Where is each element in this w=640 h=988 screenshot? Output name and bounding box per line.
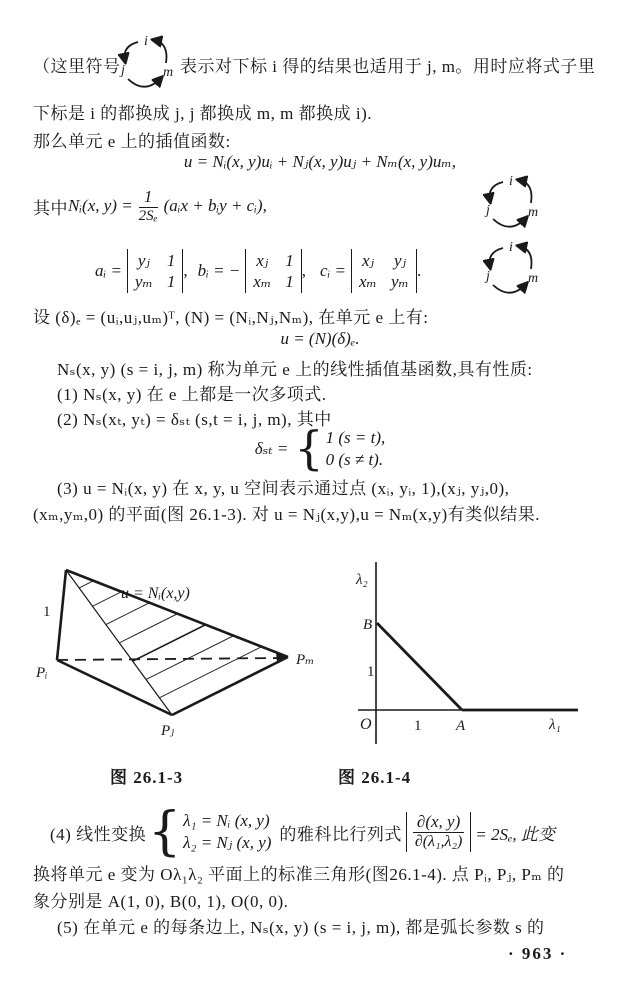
det-period: . bbox=[416, 261, 422, 280]
y-tick-1: 1 bbox=[367, 664, 375, 680]
arrow-j-to-m bbox=[128, 78, 161, 87]
det-b-cell: 1 bbox=[285, 250, 294, 270]
det-c-cell: yⱼ bbox=[393, 250, 406, 270]
cycle-label-i: i bbox=[509, 240, 513, 255]
det-a-cell: yⱼ bbox=[137, 250, 150, 270]
arrow-j-to-m bbox=[493, 284, 526, 293]
hypotenuse-ba bbox=[377, 623, 462, 710]
det-a-cell: 1 bbox=[166, 271, 176, 291]
delta-case-2: 0 (s ≠ t). bbox=[325, 450, 384, 469]
item-4-row bbox=[50, 803, 555, 861]
cycle-label-j: j bbox=[121, 63, 125, 78]
basis-functions-intro: Nₛ(x, y) (s = i, j, m) 称为单元 e 上的线性插值基函数,具有性质: bbox=[57, 360, 533, 379]
height-edge bbox=[57, 570, 66, 660]
jacobian-numerator: ∂(x, y) bbox=[413, 813, 464, 833]
det-a-cell: 1 bbox=[166, 250, 176, 270]
det-a-lhs: aᵢ = bbox=[95, 261, 122, 280]
ni-definition-row bbox=[33, 184, 267, 228]
property-3-line2: (xₘ,yₘ,0) 的平面(图 26.1-3). 对 u = Nⱼ(x,y),u = Nₘ(x,y)有类似结果. bbox=[33, 505, 540, 524]
jacobian-rhs: = 2Sₑ, 此变 bbox=[475, 824, 555, 844]
cycle-label-m: m bbox=[163, 65, 174, 80]
item-4-line2: 换将单元 e 变为 Oλ₁λ₂ 平面上的标准三角形(图26.1-4). 点 Pᵢ, Pⱼ, Pₘ 的 bbox=[33, 865, 565, 884]
jacobian-fraction bbox=[413, 813, 464, 851]
det-c-cell: xⱼ bbox=[361, 250, 375, 270]
det-b-cell: xₘ bbox=[253, 271, 272, 291]
det-c-matrix bbox=[351, 249, 417, 294]
vertex-pi-label: Pᵢ bbox=[36, 665, 48, 681]
lambda1-axis-label: λ₁ bbox=[549, 717, 561, 733]
ni-prefix: 其中 bbox=[33, 198, 68, 218]
cyclic-subscript-symbol bbox=[483, 238, 539, 298]
point-b-label: B bbox=[363, 617, 373, 633]
interpolation-formula: u = Nᵢ(x, y)uᵢ + Nⱼ(x, y)uⱼ + Nₘ(x, y)uₘ, bbox=[183, 152, 457, 171]
surface-equation-label: u = Nᵢ(x,y) bbox=[121, 585, 190, 602]
cycle-label-j: j bbox=[486, 203, 490, 218]
x-tick-1: 1 bbox=[414, 718, 422, 734]
vertex-pm-label: Pₘ bbox=[296, 652, 315, 668]
jacobian-text: 的雅科比行列式 bbox=[279, 824, 402, 844]
fraction-denominator: 2Sₑ bbox=[138, 207, 158, 224]
figure-26-1-4 bbox=[350, 552, 595, 757]
det-a-matrix bbox=[127, 249, 183, 294]
arrow-i-to-j bbox=[490, 248, 503, 267]
kronecker-delta-definition bbox=[0, 421, 640, 476]
jacobian-denominator: ∂(λ₁,λ₂) bbox=[414, 833, 463, 851]
arrow-m-to-i bbox=[519, 180, 532, 203]
det-separator: , bbox=[183, 261, 188, 280]
det-a-cell: yₘ bbox=[134, 271, 153, 291]
det-c-lhs: cᵢ = bbox=[320, 261, 346, 280]
case-brace: { bbox=[294, 421, 324, 476]
delta-vector-line: 设 (δ)ₑ = (uᵢ,uⱼ,uₘ)ᵀ, (N) = (Nᵢ,Nⱼ,Nₘ), 在单元 e 上有: bbox=[33, 308, 429, 327]
det-b-matrix bbox=[245, 249, 301, 294]
lambda2-axis-label: λ₂ bbox=[356, 572, 368, 588]
arrow-m-to-i bbox=[154, 40, 167, 63]
cycle-label-i: i bbox=[509, 174, 513, 189]
para2-line: 那么单元 e 上的插值函数: bbox=[33, 132, 231, 151]
edge-pi-pj bbox=[57, 660, 172, 715]
det-c-cell: yₘ bbox=[390, 271, 409, 291]
cyclic-subscript-symbol bbox=[118, 32, 174, 92]
delta-cases bbox=[326, 427, 386, 471]
det-b-cell: 1 bbox=[285, 271, 294, 291]
arrow-m-to-i bbox=[519, 246, 532, 269]
para1-text: 表示对下标 i 得的结果也适用于 j, m。用时应将式子里 bbox=[180, 57, 596, 76]
system-eq-2: λ₂ = Nⱼ (x, y) bbox=[183, 833, 272, 852]
u-matrix-formula: u = (N)(δ)ₑ. bbox=[280, 329, 360, 348]
page-number: · 963 · bbox=[508, 944, 568, 963]
para1-line2: 下标是 i 的都换成 j, j 都换成 m, m 都换成 i). bbox=[33, 104, 372, 123]
item-5-line: (5) 在单元 e 的每条边上, Nₛ(x, y) (s = i, j, m), 都是弧长参数 s 的 bbox=[57, 918, 545, 937]
item-4-label: (4) 线性变换 bbox=[50, 824, 147, 844]
vertex-pj-label: Pⱼ bbox=[161, 723, 175, 739]
ni-lhs: Nᵢ(x, y) = bbox=[68, 196, 133, 215]
det-b-cell: xⱼ bbox=[256, 250, 269, 270]
det-c-cell: xₘ bbox=[359, 271, 377, 291]
cycle-label-j: j bbox=[486, 269, 490, 284]
figure-3-caption: 图 26.1-3 bbox=[110, 768, 184, 787]
det-separator: , bbox=[301, 261, 307, 280]
cycle-label-m: m bbox=[528, 271, 539, 286]
para1-prefix: （这里符号 bbox=[33, 57, 121, 76]
point-a-label: A bbox=[456, 718, 466, 734]
system-eq-1: λ₁ = Nᵢ (x, y) bbox=[183, 810, 270, 830]
cycle-label-m: m bbox=[528, 205, 539, 220]
item-4-line3: 象分别是 A(1, 0), B(0, 1), O(0, 0). bbox=[33, 892, 289, 911]
property-2: (2) Nₛ(xₜ, yₜ) = δₛₜ (s,t = i, j, m), 其中 bbox=[57, 410, 332, 429]
arrow-j-to-m bbox=[493, 218, 526, 227]
origin-label: O bbox=[360, 716, 372, 733]
edge-pj-pm bbox=[172, 657, 288, 715]
figure-4-caption: 图 26.1-4 bbox=[338, 768, 412, 787]
transform-system bbox=[183, 810, 271, 854]
cyclic-subscript-symbol bbox=[483, 172, 539, 232]
property-3-line1: (3) u = Nᵢ(x, y) 在 x, y, u 空间表示通过点 (xᵢ, yᵢ, 1),(xⱼ, yⱼ,0), bbox=[57, 479, 510, 498]
delta-lhs: δₛₜ = bbox=[254, 439, 289, 458]
arrow-i-to-j bbox=[125, 42, 138, 61]
height-label: 1 bbox=[43, 604, 51, 620]
determinants-row bbox=[95, 246, 421, 296]
det-b-lhs: bᵢ = − bbox=[197, 261, 241, 280]
edge-apex-pm bbox=[66, 570, 288, 657]
system-brace: { bbox=[148, 801, 182, 862]
jacobian-determinant bbox=[406, 812, 471, 852]
arrow-i-to-j bbox=[490, 182, 503, 201]
delta-case-1: 1 (s = t), bbox=[325, 427, 386, 447]
ni-fraction bbox=[139, 188, 158, 225]
figure-26-1-3 bbox=[25, 545, 325, 760]
cycle-label-i: i bbox=[144, 34, 148, 49]
property-1: (1) Nₛ(x, y) 在 e 上都是一次多项式. bbox=[57, 385, 327, 404]
ni-rhs: (aᵢx + bᵢy + cᵢ), bbox=[163, 196, 267, 215]
edge-pi-pm-hidden bbox=[57, 658, 280, 660]
fraction-numerator: 1 bbox=[139, 188, 158, 208]
